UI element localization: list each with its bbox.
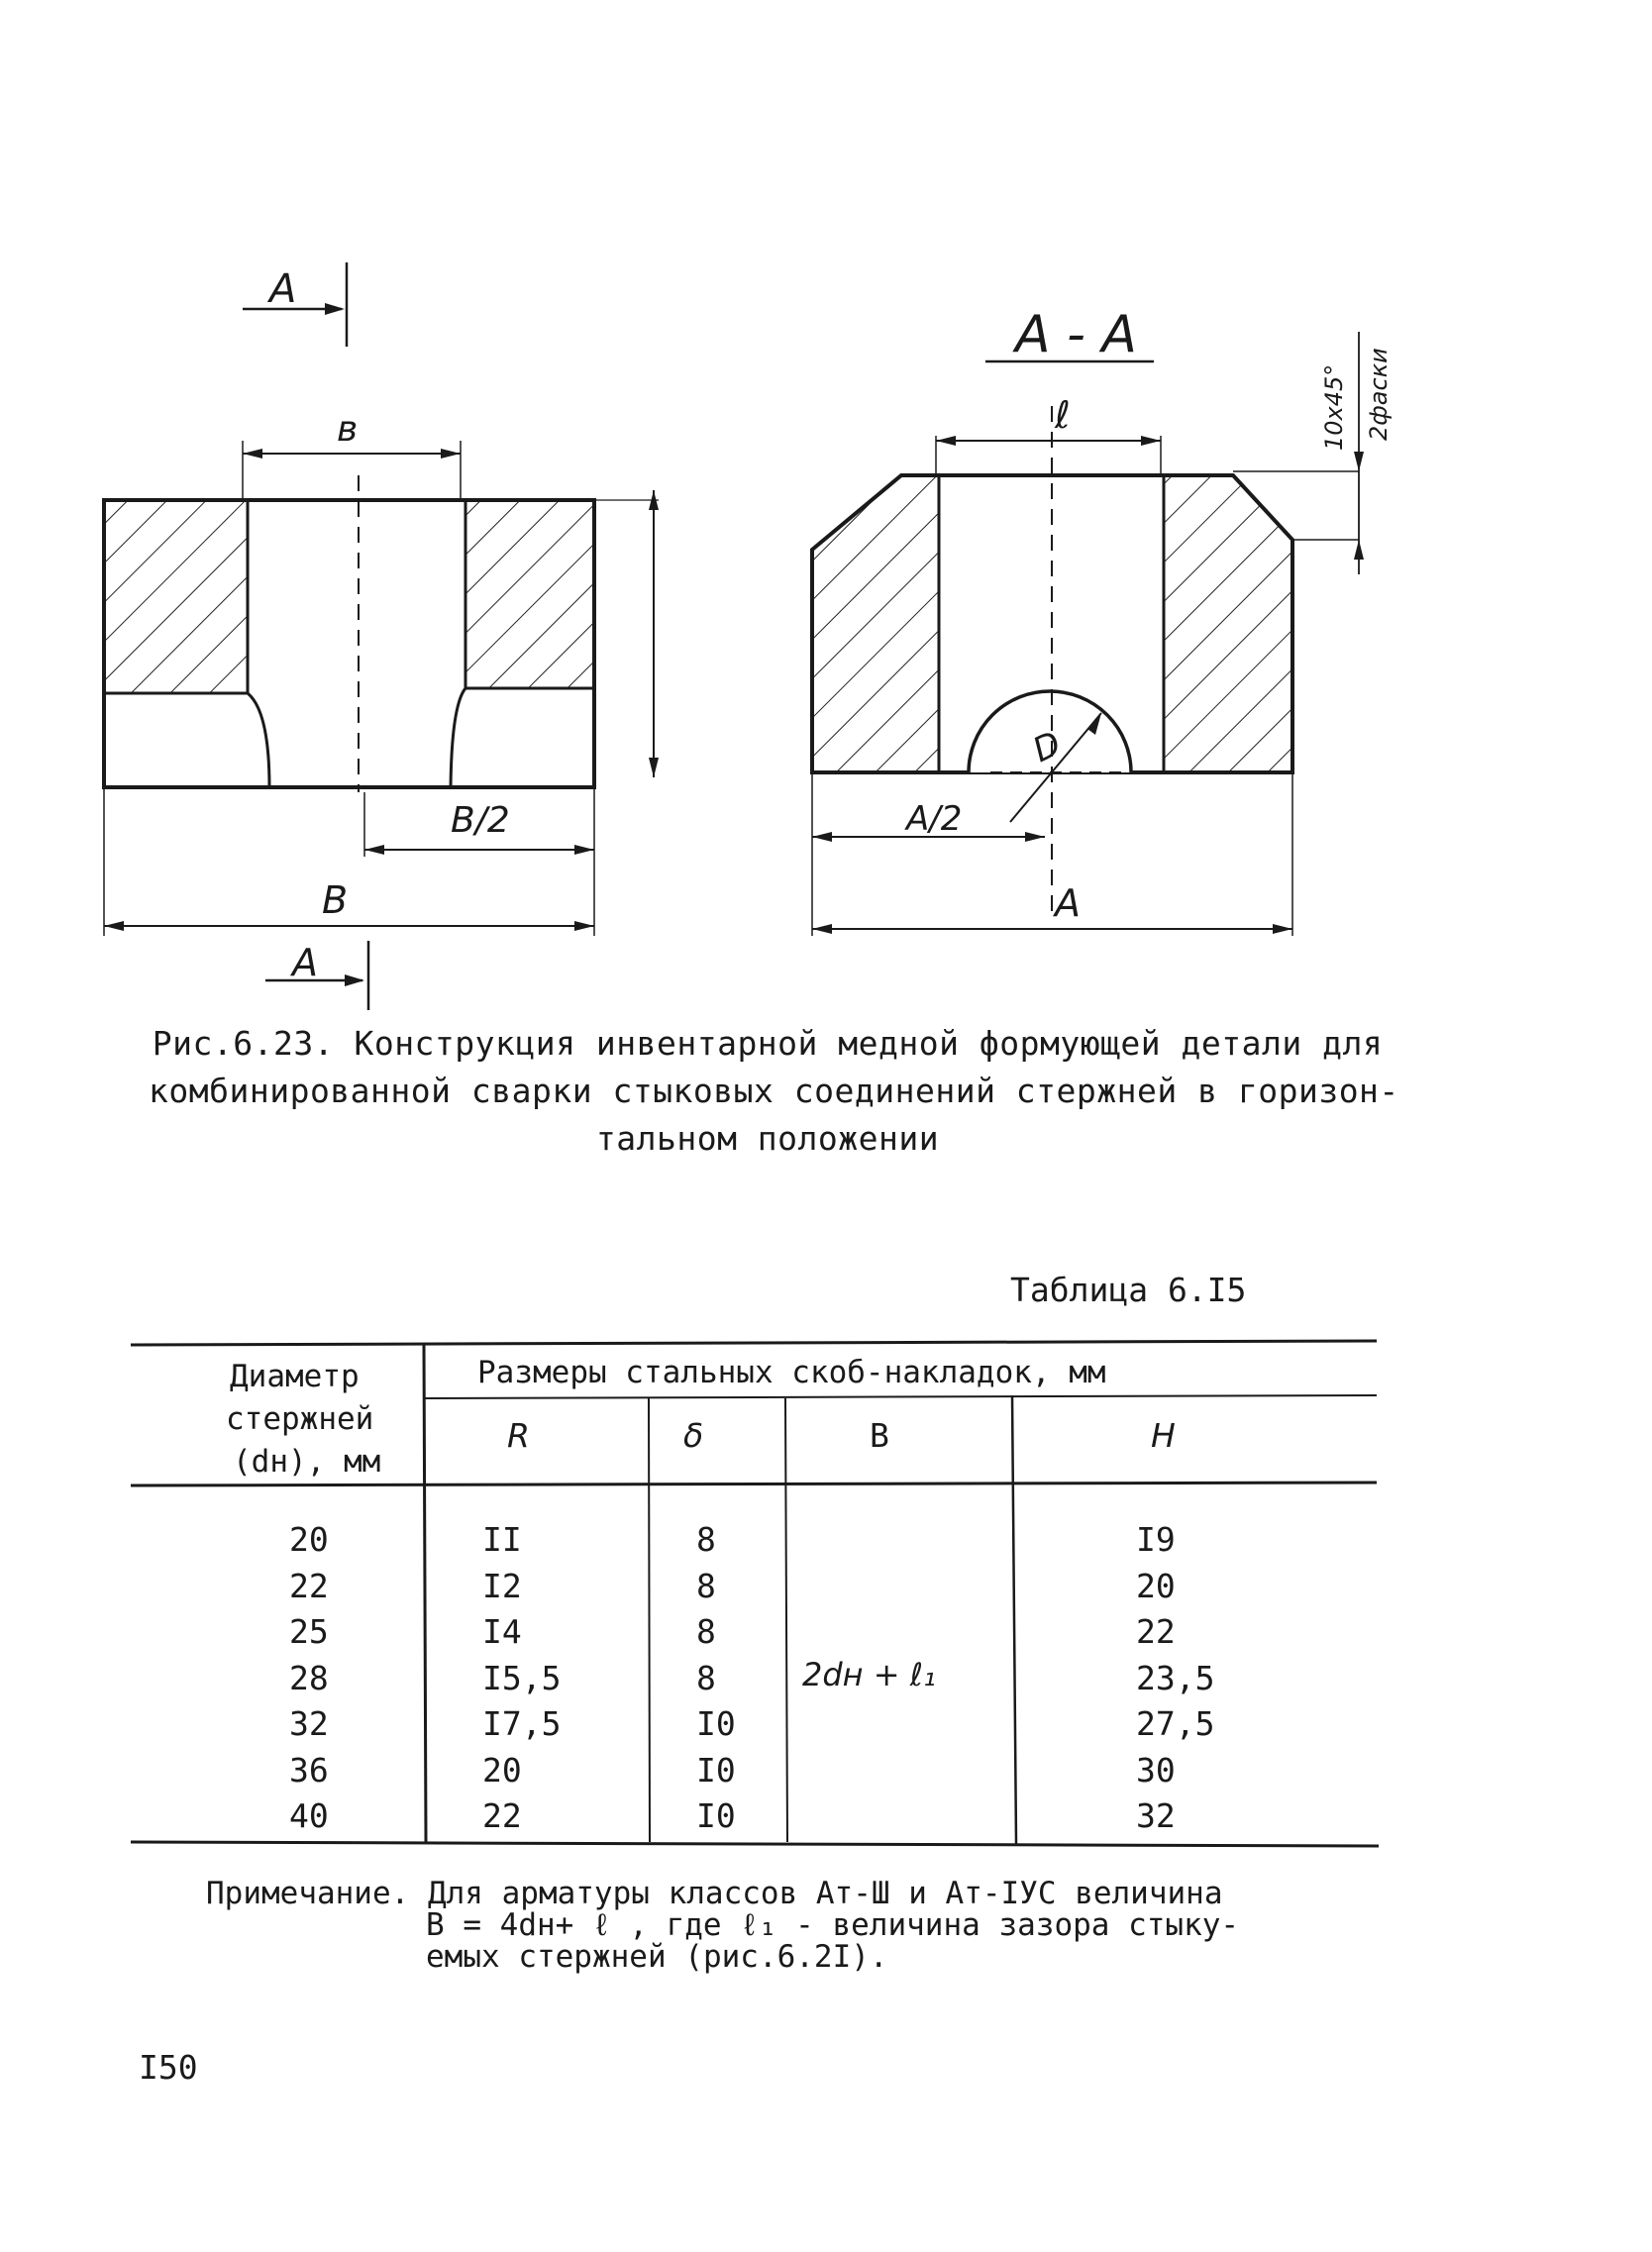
dim-b-half-label: В/2 xyxy=(451,800,510,841)
chamfer-count-label: 2фаски xyxy=(1365,348,1393,441)
dim-a-full-label: А xyxy=(1055,881,1081,925)
header-diameter-line3: (dн), мм xyxy=(233,1444,381,1480)
cell-r: 20 xyxy=(482,1750,522,1790)
cell-r: I7,5 xyxy=(482,1704,562,1743)
header-delta: δ xyxy=(683,1416,704,1455)
dim-b-full-label: В xyxy=(322,878,349,922)
cell-r: I4 xyxy=(482,1612,522,1651)
dim-d-label: D xyxy=(1026,723,1068,771)
section-title: А - А xyxy=(1015,305,1137,364)
caption-line: Рис.6.23. Конструкция инвентарной медной формующей детали для xyxy=(152,1024,1384,1063)
header-diameter-line1: Диаметр xyxy=(230,1359,360,1394)
cell-diameter: 25 xyxy=(289,1612,329,1651)
cell-h: 22 xyxy=(1136,1612,1176,1651)
cell-delta: I0 xyxy=(696,1750,736,1790)
cell-delta: I0 xyxy=(696,1796,736,1835)
cell-r: II xyxy=(482,1520,522,1559)
cell-diameter: 32 xyxy=(289,1704,329,1743)
section-marker-top-label: А xyxy=(269,266,297,312)
table-note xyxy=(206,1878,1239,1973)
cell-h: 30 xyxy=(1136,1750,1176,1790)
note-line: Примечание. Для арматуры классов Ат-Ш и Ат-IУС величина xyxy=(206,1876,1223,1911)
dim-b-small-label: в xyxy=(337,409,359,450)
section-marker-bottom-label: А xyxy=(292,941,318,984)
cell-h: I9 xyxy=(1136,1520,1176,1559)
cell-h: 20 xyxy=(1136,1566,1176,1605)
left-view xyxy=(104,262,659,1010)
header-h: Н xyxy=(1151,1416,1176,1455)
cell-delta: 8 xyxy=(696,1566,716,1605)
table-title: Таблица 6.I5 xyxy=(1010,1271,1247,1309)
cell-r: 22 xyxy=(482,1796,522,1835)
header-b: В xyxy=(870,1416,889,1455)
dim-a-half-label: А/2 xyxy=(906,799,963,839)
cell-diameter: 22 xyxy=(289,1566,329,1605)
cell-r: I5,5 xyxy=(482,1658,562,1697)
page-number: I50 xyxy=(139,2048,198,2087)
cell-h: 23,5 xyxy=(1136,1658,1215,1697)
cell-delta: 8 xyxy=(696,1658,716,1697)
right-view xyxy=(812,332,1364,936)
cell-diameter: 28 xyxy=(289,1658,329,1697)
note-line: емых стержней (рис.6.2I). xyxy=(426,1939,888,1975)
header-r: R xyxy=(507,1416,530,1455)
cell-diameter: 40 xyxy=(289,1796,329,1835)
cell-h: 32 xyxy=(1136,1796,1176,1835)
dim-l-label: ℓ xyxy=(1055,393,1071,437)
technical-drawing xyxy=(0,0,1652,1010)
header-diameter-line2: стержней xyxy=(226,1401,374,1437)
chamfer-size-label: 10х45° xyxy=(1320,363,1348,451)
cell-diameter: 20 xyxy=(289,1520,329,1559)
note-line: В = 4dн+ ℓ , где ℓ₁ - величина зазора стыку- xyxy=(426,1907,1240,1943)
caption-line: комбинированной сварки стыковых соединений стержней в горизон- xyxy=(149,1072,1399,1110)
cell-r: I2 xyxy=(482,1566,522,1605)
cell-delta: 8 xyxy=(696,1520,716,1559)
cell-diameter: 36 xyxy=(289,1750,329,1790)
figure-caption xyxy=(149,1020,1399,1163)
cell-h: 27,5 xyxy=(1136,1704,1215,1743)
caption-line: тальном положении xyxy=(595,1119,940,1158)
header-size-group: Размеры стальных скоб-накладок, мм xyxy=(477,1355,1106,1390)
cell-delta: I0 xyxy=(696,1704,736,1743)
cell-delta: 8 xyxy=(696,1612,716,1651)
table-grid xyxy=(0,1317,1652,1872)
b-formula: 2dн + ℓ₁ xyxy=(802,1656,936,1693)
